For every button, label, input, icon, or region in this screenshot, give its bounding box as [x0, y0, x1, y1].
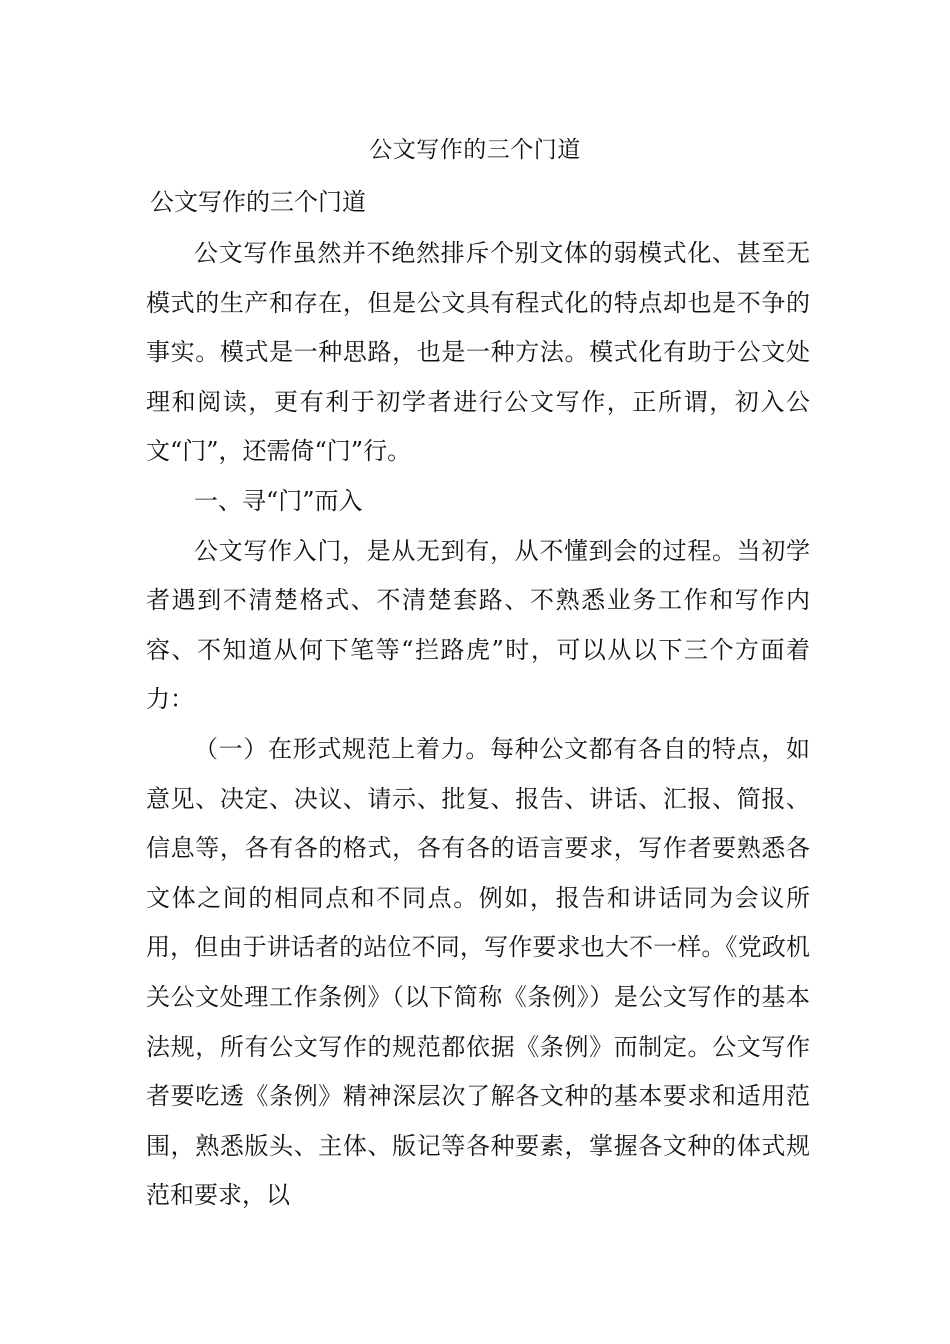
document-subtitle: 公文写作的三个门道: [150, 188, 366, 216]
document-body: [146, 229, 810, 1221]
paragraph-section-1: 公文写作入门，是从无到有，从不懂到会的过程。当初学者遇到不清楚格式、不清楚套路、不熟悉业务工作和写作内容、不知道从何下笔等“拦路虎”时，可以从以下三个方面着力：: [146, 536, 810, 714]
section-heading-1: 一、寻“门”而入: [194, 486, 363, 515]
document-title: 公文写作的三个门道: [369, 137, 581, 163]
paragraph-intro: 公文写作虽然并不绝然排斥个别文体的弱模式化、甚至无模式的生产和存在，但是公文具有程式化的特点却也是不争的事实。模式是一种思路，也是一种方法。模式化有助于公文处理和阅读，更有利于初学者进行公文写作，正所谓，初入公文“门”，还需倚“门”行。: [146, 239, 810, 466]
paragraph-subsection-1: （一）在形式规范上着力。每种公文都有各自的特点，如意见、决定、决议、请示、批复、报告、讲话、汇报、简报、信息等，各有各的格式，各有各的语言要求，写作者要熟悉各文体之间的相同点和不同点。例如，报告和讲话同为会议所用，但由于讲话者的站位不同，写作要求也大不一样。《党政机关公文处理工作条例》（以下简称《条例》）是公文写作的基本法规，所有公文写作的规范都依据《条例》而制定。公文写作者要吃透《条例》精神深层次了解各文种的基本要求和适用范围，熟悉版头、主体、版记等各种要素，掌握各文种的体式规范和要求，以: [146, 734, 810, 1210]
